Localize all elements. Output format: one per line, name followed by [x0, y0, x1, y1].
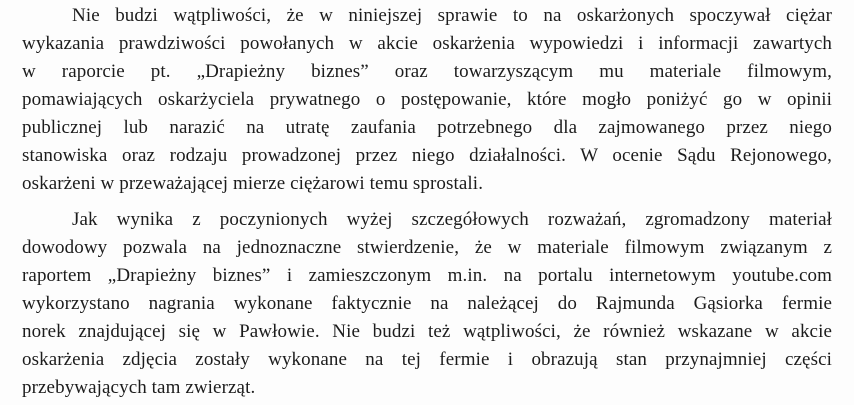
text-line: oskarżenia zdjęcia zostały wykonane na tej fermie i obrazują stan przynajmniej części — [22, 349, 832, 370]
text-line: wykorzystano nagrania wykonane faktycznie na należącej do Rajmunda Gąsiorka fermie — [22, 293, 832, 314]
text-line: przebywających tam zwierząt. — [22, 377, 256, 398]
text-line: publicznej lub narazić na utratę zaufania potrzebnego dla zajmowanego przez niego — [22, 117, 832, 138]
text-line: Jak wynika z poczynionych wyżej szczegółowych rozważań, zgromadzony materiał — [72, 209, 832, 230]
text-line: wykazania prawdziwości powołanych w akcie oskarżenia wypowiedzi i informacji zawartych — [22, 33, 832, 54]
text-line: pomawiających oskarżyciela prywatnego o postępowanie, które mogło poniżyć go w opinii — [22, 89, 832, 110]
text-line: stanowiska oraz rodzaju prowadzonej przez niego działalności. W ocenie Sądu Rejonowego, — [22, 145, 832, 166]
text-line: norek znajdującej się w Pawłowie. Nie budzi też wątpliwości, że również wskazane w akcie — [22, 321, 832, 342]
text-line: w raporcie pt. „Drapieżny biznes” oraz towarzyszącym mu materiale filmowym, — [22, 61, 832, 82]
text-line: dowodowy pozwala na jednoznaczne stwierdzenie, że w materiale filmowym związanym z — [22, 237, 832, 258]
text-line: raportem „Drapieżny biznes” i zamieszczonym m.in. na portalu internetowym youtube.com — [22, 265, 832, 286]
text-line: Nie budzi wątpliwości, że w niniejszej sprawie to na oskarżonych spoczywał ciężar — [72, 5, 832, 26]
text-line: oskarżeni w przeważającej mierze ciężarowi temu sprostali. — [22, 173, 484, 194]
